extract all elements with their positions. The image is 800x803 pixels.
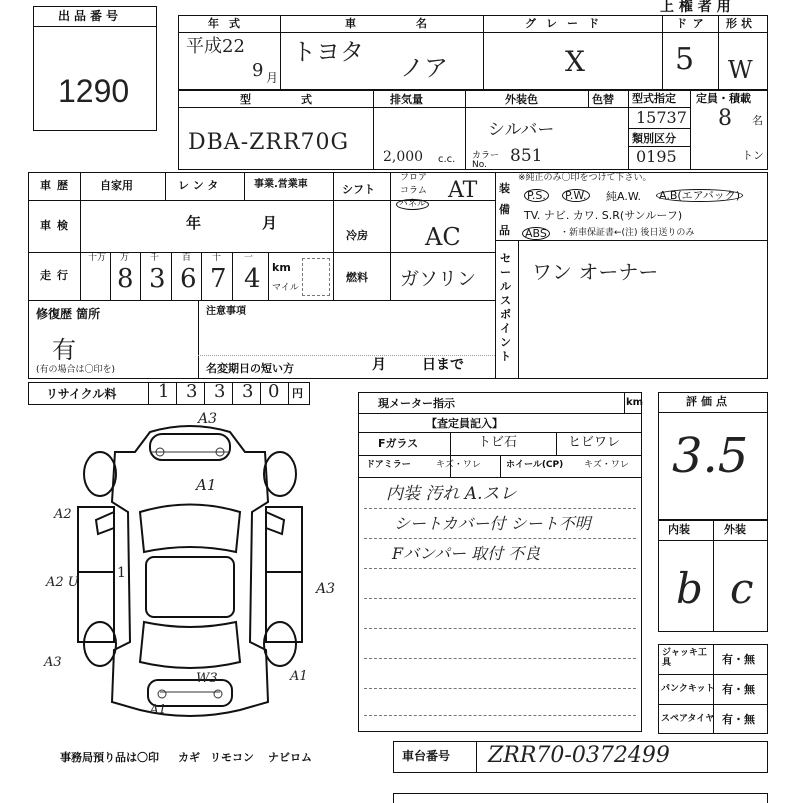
mileage-digit-3: 6 [180,264,197,294]
inspector-note-3: Fバンパー 取付 不良 [392,544,541,563]
digit-label-100: 百 [182,253,192,263]
sales-value: ワン オーナー [532,260,659,284]
puncture-label: パンクキット [661,684,715,694]
recycle-digit-2: 3 [186,381,198,402]
damage-mark-4: A2 U [46,575,79,590]
make-label: 車名 [345,17,487,30]
month-value: 9 [252,60,264,81]
equip-line2: TV. ナビ. カワ. S.R(サンルーフ) [524,209,683,222]
damage-mark-1: A3 [198,411,218,427]
jack-label: ジャッキ工具 [662,648,707,668]
recycle-digit-5: 0 [268,381,280,402]
name-change-day: 日まで [422,357,464,373]
mileage-digit-1: 8 [117,264,134,294]
inspector-note-2: シートカバー付 シート不明 [394,514,591,533]
seats-value: 8 [718,106,732,131]
score-value: 3.5 [672,428,749,484]
recycle-digit-4: 3 [242,381,254,402]
make-value: トヨタ [292,38,364,66]
crack-label: ヒビワレ [568,435,621,450]
type-label: 型式 [240,93,362,106]
equip-note: ※純正のみ〇印をつけて下さい。 [518,173,652,183]
column-label: コラム [400,186,427,196]
digit-label-1: 一 [244,253,254,263]
model-value: ノア [400,54,448,82]
shift-value: AT [448,178,478,203]
score-label: 評価点 [686,395,731,408]
recycle-unit: 円 [292,387,303,400]
inspector-label: 【査定員記入】 [426,417,503,430]
grade-label: グレード [525,17,609,30]
shift-label: シフト [342,183,375,196]
damage-mark-3: A2 [54,507,72,522]
cc-unit: c.c. [438,154,456,165]
caution-label: 注意事項 [206,306,246,317]
mirror-label: ドアミラー [366,460,411,470]
recycle-digit-3: 3 [214,381,226,402]
ac-value: AC [425,223,461,251]
sales-label: セールスポイント [500,252,511,363]
lot-number-box [33,6,157,131]
repair-note: (有の場合は〇印を) [36,365,116,375]
lot-number-label: 出品番号 [58,9,123,23]
ton-unit: トン [742,149,764,162]
grade-value: X [565,45,585,78]
title-right: 上 権 者 用 [660,0,731,15]
warranty-text: ・新車保証書←(注) 後日送りのみ [560,228,695,238]
recycle-label: リサイクル料 [46,387,117,401]
shape-value: W [728,56,753,84]
mileage-digit-4: 7 [210,264,227,294]
private-label: 自家用 [100,179,133,192]
category-value: 0195 [636,147,677,166]
repair-value: 有 [52,336,76,364]
damage-mark-10: A1 [150,702,167,716]
fuel-label: 燃料 [346,271,368,284]
exterior-value: c [730,564,754,613]
jack-yes-no: 有・無 [722,653,755,666]
key-label: カギ [178,751,200,764]
recycle-digit-1: 1 [158,381,170,402]
spare-yes-no: 有・無 [722,713,755,726]
name-change-month: 月 [372,357,386,373]
fglass-label: Fガラス [378,437,419,450]
bottom-box-edge [393,793,768,803]
puncture-yes-no: 有・無 [722,683,755,696]
stone-label: トビ石 [478,435,518,450]
mileage-digit-5: 4 [244,264,261,294]
door-value: 5 [675,42,695,77]
shape-label: 形状 [726,17,756,30]
month-suffix: 月 [266,71,279,85]
type-designation-label: 型式指定 [632,92,676,105]
inspector-note-1: 内装 汚れ A.スレ [386,484,517,504]
equip-ps: P.S. [524,189,549,202]
navi-label: ナビロム [268,751,312,764]
meter-unit: km [626,397,644,408]
km-label: km [272,261,291,274]
year-value: 平成22 [186,36,245,57]
custody-label: 事務局預り品は〇印 [60,751,159,764]
color-code-value: 851 [510,146,543,166]
interior-value: b [676,564,703,613]
chassis-label: 車台番号 [402,749,451,763]
inspection-label: 車検 [40,219,74,232]
displacement-label: 排気量 [390,93,423,106]
digit-label-100k: 十万 [88,253,107,263]
inspection-year-label: 年 [186,214,202,232]
chassis-value: ZRR70-0372499 [488,743,670,768]
digit-label-1k: 千 [150,253,160,263]
floor-label: フロア [400,173,428,183]
meter-label: 現メーター指示 [378,397,455,410]
damage-mark-5: 1 [117,565,126,581]
color-code-label: カラーNo. [472,151,500,170]
year-label: 年式 [208,17,250,30]
digit-label-10: 十 [212,253,222,263]
equip-pw: P.W. [562,189,590,202]
panel-label: パネル [396,199,429,210]
name-change-label: 名変期日の短い方 [206,362,294,375]
history-label: 車歴 [40,179,74,192]
repair-label: 修復歴 箇所 [36,307,101,321]
equip-abs: ABS [522,227,550,240]
inspection-month-label: 月 [262,214,278,232]
wheel-label: ホイール(CP) [506,460,564,470]
capacity-label: 定員・積載 [696,92,751,105]
seats-unit: 名 [752,114,763,127]
displacement-value: 2,000 [383,149,424,165]
car-diagram [40,412,340,742]
damage-mark-2: A1 [196,476,217,494]
mirror-scratch-label: キズ・ワレ [436,460,481,470]
wheel-scratch-label: キズ・ワレ [584,460,629,470]
equip-ab: A.B(エアバック) [656,189,743,202]
color-value: シルバー [488,120,555,140]
equip-aw: 純A.W. [606,190,641,203]
color-no-label: 色替 [592,93,614,106]
color-label: 外装色 [505,93,538,106]
business-label: 事業.営業車 [254,179,308,190]
mile-label: マイル [272,283,299,293]
exterior-label: 外装 [724,523,746,536]
remote-label: リモコン [210,751,254,764]
ac-label: 冷房 [346,229,368,242]
type-designation-value: 15737 [636,108,687,127]
type-value: DBA-ZRR70G [188,130,350,155]
equip-label: 装備品 [499,182,510,237]
damage-mark-8: A3 [44,655,62,670]
lot-number: 1290 [58,73,130,109]
damage-mark-9: W3 [196,671,218,686]
mileage-label: 走行 [40,269,74,282]
damage-mark-7: A1 [290,669,308,684]
interior-label: 内装 [668,523,690,536]
fuel-value: ガソリン [400,268,477,290]
damage-mark-6: A3 [316,581,336,597]
spare-label: スペアタイヤ [661,714,715,724]
category-label: 類別区分 [632,132,676,145]
digit-label-10k: 万 [120,253,130,263]
door-label: ドア [676,17,710,30]
mileage-digit-2: 3 [149,264,166,294]
rental-label: レンタ [178,179,223,192]
